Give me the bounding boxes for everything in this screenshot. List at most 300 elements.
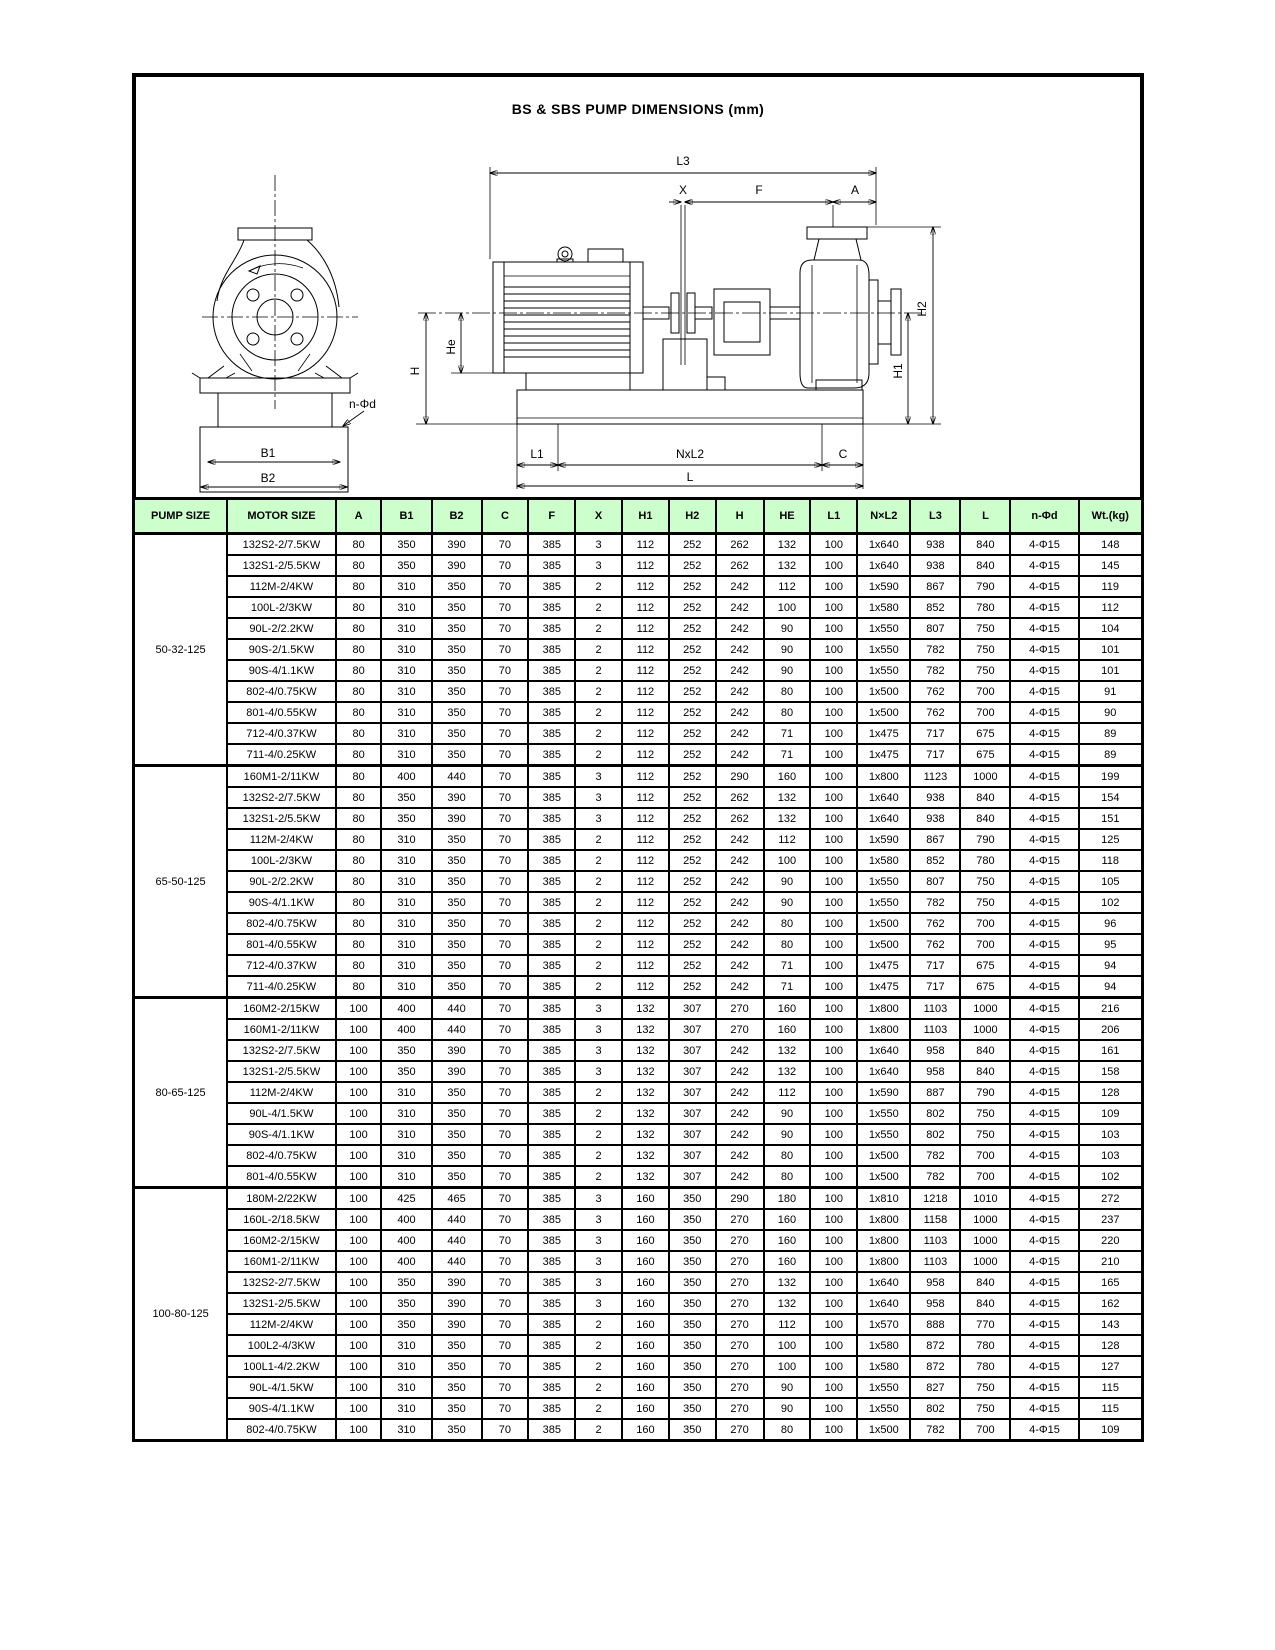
table-cell: 252 [669,744,716,766]
motor-foot [526,373,630,390]
column-header: L3 [910,499,960,534]
motor-size-cell: 160M1-2/11KW [227,1019,336,1040]
column-header: Wt.(kg) [1079,499,1143,534]
table-cell: 252 [669,871,716,892]
table-cell: 1x800 [857,1209,910,1230]
table-cell: 350 [669,1377,716,1398]
table-cell: 385 [528,1103,575,1124]
table-cell: 100 [336,1293,382,1314]
table-cell: 100 [336,998,382,1020]
column-header: L1 [810,499,857,534]
table-cell: 4-Φ15 [1010,787,1078,808]
table-cell: 100 [336,1188,382,1210]
table-cell: 780 [960,1335,1010,1356]
table-cell: 310 [381,1103,431,1124]
motor-size-cell: 712-4/0.37KW [227,955,336,976]
table-cell: 160 [764,1019,811,1040]
table-row [134,1314,1143,1335]
table-cell: 307 [669,1019,716,1040]
motor-size-cell: 112M-2/4KW [227,829,336,850]
table-cell: 3 [575,1040,622,1061]
table-row [134,744,1143,766]
table-cell: 350 [381,534,431,556]
table-row [134,1398,1143,1419]
table-cell: 385 [528,1419,575,1441]
table-row [134,766,1143,788]
table-cell: 100 [810,955,857,976]
table-cell: 100 [810,766,857,788]
table-cell: 385 [528,1188,575,1210]
table-cell: 100 [336,1251,382,1272]
table-cell: 100 [810,597,857,618]
table-cell: 90 [764,892,811,913]
motor-size-cell: 100L2-4/3KW [227,1335,336,1356]
table-cell: 310 [381,681,431,702]
table-cell: 1x640 [857,1040,910,1061]
motor-size-cell: 801-4/0.55KW [227,702,336,723]
table-cell: 1x590 [857,1082,910,1103]
table-cell: 242 [716,913,764,934]
table-cell: 242 [716,1166,764,1188]
table-cell: 4-Φ15 [1010,576,1078,597]
motor-size-cell: 112M-2/4KW [227,1082,336,1103]
table-cell: 162 [1079,1293,1143,1314]
table-cell: 385 [528,1124,575,1145]
table-cell: 310 [381,744,431,766]
table-cell: 867 [910,829,960,850]
table-cell: 100 [336,1166,382,1188]
table-cell: 675 [960,955,1010,976]
table-cell: 385 [528,955,575,976]
table-cell: 350 [432,1145,482,1166]
table-cell: 2 [575,660,622,681]
table-cell: 807 [910,618,960,639]
table-cell: 2 [575,1398,622,1419]
table-cell: 132 [622,1082,669,1103]
table-cell: 70 [482,681,529,702]
pump-size-cell: 65-50-125 [134,766,228,998]
table-cell: 717 [910,744,960,766]
motor-size-cell: 132S1-2/5.5KW [227,808,336,829]
table-cell: 80 [336,681,382,702]
table-cell: 103 [1079,1124,1143,1145]
motor-size-cell: 802-4/0.75KW [227,681,336,702]
table-cell: 103 [1079,1145,1143,1166]
table-cell: 270 [716,1019,764,1040]
table-cell: 262 [716,555,764,576]
table-row [134,618,1143,639]
table-cell: 270 [716,1209,764,1230]
table-cell: 160 [764,766,811,788]
table-cell: 4-Φ15 [1010,1124,1078,1145]
table-cell: 385 [528,850,575,871]
table-cell: 350 [669,1335,716,1356]
table-cell: 390 [432,787,482,808]
table-cell: 852 [910,597,960,618]
table-cell: 100 [810,1103,857,1124]
table-cell: 100 [810,1293,857,1314]
table-cell: 252 [669,660,716,681]
table-cell: 242 [716,1124,764,1145]
table-cell: 80 [336,766,382,788]
motor-size-cell: 100L-2/3KW [227,597,336,618]
table-cell: 350 [432,618,482,639]
table-cell: 350 [432,660,482,681]
table-cell: 112 [622,766,669,788]
table-cell: 4-Φ15 [1010,892,1078,913]
table-cell: 307 [669,1145,716,1166]
table-cell: 132 [764,808,811,829]
table-cell: 100 [810,702,857,723]
table-cell: 1x550 [857,871,910,892]
table-cell: 80 [336,892,382,913]
table-cell: 242 [716,597,764,618]
table-cell: 385 [528,660,575,681]
table-cell: 350 [669,1356,716,1377]
table-cell: 310 [381,1082,431,1103]
table-cell: 100 [810,723,857,744]
table-cell: 100 [810,1040,857,1061]
table-cell: 400 [381,1209,431,1230]
table-cell: 310 [381,829,431,850]
table-cell: 385 [528,808,575,829]
table-cell: 100 [810,744,857,766]
table-cell: 100 [764,1356,811,1377]
table-cell: 154 [1079,787,1143,808]
column-header: F [528,499,575,534]
table-cell: 89 [1079,723,1143,744]
dim-label-x: X [678,183,688,197]
table-cell: 440 [432,1209,482,1230]
table-cell: 242 [716,1061,764,1082]
table-cell: 4-Φ15 [1010,1398,1078,1419]
table-cell: 112 [622,829,669,850]
table-cell: 440 [432,1251,482,1272]
table-cell: 400 [381,1251,431,1272]
table-row [134,723,1143,744]
table-cell: 385 [528,1209,575,1230]
table-cell: 390 [432,1061,482,1082]
table-cell: 938 [910,555,960,576]
table-cell: 717 [910,976,960,998]
table-cell: 100 [336,1082,382,1103]
table-cell: 310 [381,1398,431,1419]
table-cell: 165 [1079,1272,1143,1293]
motor-size-cell: 801-4/0.55KW [227,1166,336,1188]
table-cell: 100 [336,1124,382,1145]
table-cell: 1x810 [857,1188,910,1210]
table-cell: 112 [622,723,669,744]
table-cell: 127 [1079,1356,1143,1377]
table-cell: 115 [1079,1377,1143,1398]
table-cell: 390 [432,555,482,576]
table-cell: 3 [575,534,622,556]
dim-label-h1: H1 [891,363,905,379]
table-cell: 350 [432,723,482,744]
table-cell: 1x550 [857,1103,910,1124]
page-title: BS & SBS PUMP DIMENSIONS (mm) [511,101,765,117]
motor-size-cell: 90S-4/1.1KW [227,1398,336,1419]
table-cell: 440 [432,1230,482,1251]
table-cell: 252 [669,723,716,744]
table-cell: 390 [432,1272,482,1293]
table-cell: 242 [716,723,764,744]
table-cell: 4-Φ15 [1010,1314,1078,1335]
pump-table-header-row [134,499,1143,534]
table-cell: 70 [482,660,529,681]
table-cell: 1103 [910,998,960,1020]
table-cell: 80 [336,618,382,639]
table-cell: 350 [432,1356,482,1377]
table-cell: 112 [622,597,669,618]
table-cell: 70 [482,1230,529,1251]
table-cell: 132 [622,1040,669,1061]
table-cell: 242 [716,1040,764,1061]
column-header: H1 [622,499,669,534]
table-cell: 385 [528,1019,575,1040]
table-cell: 270 [716,1293,764,1314]
table-cell: 390 [432,1040,482,1061]
table-cell: 802 [910,1103,960,1124]
motor-size-cell: 180M-2/22KW [227,1188,336,1210]
table-cell: 112 [622,534,669,556]
table-cell: 4-Φ15 [1010,1082,1078,1103]
table-cell: 100 [810,639,857,660]
table-cell: 112 [622,618,669,639]
table-cell: 242 [716,1103,764,1124]
column-header: HE [764,499,811,534]
table-cell: 160 [764,998,811,1020]
table-cell: 112 [764,829,811,850]
table-cell: 100 [810,534,857,556]
table-cell: 1x800 [857,1230,910,1251]
table-cell: 3 [575,1209,622,1230]
table-cell: 307 [669,1061,716,1082]
table-cell: 80 [764,913,811,934]
table-cell: 118 [1079,850,1143,871]
table-cell: 270 [716,1419,764,1441]
table-cell: 675 [960,976,1010,998]
table-cell: 780 [960,1356,1010,1377]
table-cell: 2 [575,744,622,766]
table-cell: 1x475 [857,976,910,998]
motor-size-cell: 112M-2/4KW [227,576,336,597]
motor-size-cell: 132S1-2/5.5KW [227,1293,336,1314]
table-cell: 440 [432,998,482,1020]
table-cell: 2 [575,1335,622,1356]
table-cell: 80 [764,681,811,702]
table-cell: 160 [622,1188,669,1210]
table-cell: 3 [575,1230,622,1251]
table-cell: 270 [716,1314,764,1335]
table-cell: 840 [960,1061,1010,1082]
table-cell: 782 [910,660,960,681]
table-cell: 1103 [910,1251,960,1272]
table-row [134,1272,1143,1293]
table-cell: 310 [381,618,431,639]
table-cell: 100 [810,976,857,998]
table-cell: 80 [336,534,382,556]
table-cell: 2 [575,639,622,660]
table-cell: 100 [810,660,857,681]
table-cell: 1x580 [857,1356,910,1377]
table-cell: 385 [528,1377,575,1398]
table-row [134,702,1143,723]
table-cell: 70 [482,1124,529,1145]
table-cell: 762 [910,934,960,955]
table-row [134,955,1143,976]
table-cell: 840 [960,534,1010,556]
table-cell: 350 [432,681,482,702]
motor-size-cell: 132S2-2/7.5KW [227,1040,336,1061]
table-cell: 102 [1079,1166,1143,1188]
table-cell: 100 [336,1377,382,1398]
table-cell: 350 [669,1188,716,1210]
table-cell: 790 [960,1082,1010,1103]
table-cell: 310 [381,576,431,597]
table-cell: 100 [810,1314,857,1335]
table-cell: 4-Φ15 [1010,913,1078,934]
table-cell: 1x800 [857,1019,910,1040]
table-cell: 2 [575,1124,622,1145]
table-cell: 100 [810,1209,857,1230]
table-cell: 70 [482,955,529,976]
table-cell: 385 [528,934,575,955]
table-cell: 4-Φ15 [1010,829,1078,850]
table-cell: 252 [669,808,716,829]
table-cell: 1x550 [857,892,910,913]
table-cell: 2 [575,976,622,998]
table-cell: 385 [528,702,575,723]
table-cell: 2 [575,913,622,934]
table-row [134,1251,1143,1272]
table-cell: 100 [810,1356,857,1377]
motor-size-cell: 160M2-2/15KW [227,1230,336,1251]
column-header: L [960,499,1010,534]
table-cell: 100 [336,1230,382,1251]
table-cell: 70 [482,1356,529,1377]
table-cell: 2 [575,850,622,871]
table-row [134,1166,1143,1188]
table-cell: 91 [1079,681,1143,702]
table-cell: 94 [1079,955,1143,976]
table-cell: 310 [381,1356,431,1377]
table-cell: 70 [482,829,529,850]
table-cell: 90 [764,1103,811,1124]
table-cell: 887 [910,1082,960,1103]
table-cell: 4-Φ15 [1010,1061,1078,1082]
column-header: H2 [669,499,716,534]
table-cell: 700 [960,702,1010,723]
column-header: MOTOR SIZE [227,499,336,534]
column-header: N×L2 [857,499,910,534]
table-cell: 770 [960,1314,1010,1335]
table-cell: 112 [622,639,669,660]
table-cell: 4-Φ15 [1010,1356,1078,1377]
table-cell: 132 [622,1145,669,1166]
table-cell: 1000 [960,998,1010,1020]
table-cell: 70 [482,766,529,788]
table-cell: 272 [1079,1188,1143,1210]
pump-size-cell: 100-80-125 [134,1188,228,1441]
table-cell: 350 [432,850,482,871]
table-cell: 132 [622,1061,669,1082]
table-cell: 385 [528,1293,575,1314]
table-cell: 70 [482,723,529,744]
column-header: C [482,499,529,534]
table-cell: 385 [528,976,575,998]
table-cell: 2 [575,871,622,892]
table-cell: 4-Φ15 [1010,1251,1078,1272]
column-header: PUMP SIZE [134,499,228,534]
table-cell: 310 [381,702,431,723]
table-cell: 1x590 [857,576,910,597]
table-cell: 310 [381,1335,431,1356]
table-cell: 112 [622,744,669,766]
table-cell: 3 [575,1019,622,1040]
table-cell: 1x580 [857,850,910,871]
table-cell: 780 [960,597,1010,618]
table-cell: 350 [432,597,482,618]
table-cell: 385 [528,1061,575,1082]
table-cell: 2 [575,955,622,976]
table-row [134,1019,1143,1040]
table-cell: 782 [910,1419,960,1441]
table-row [134,597,1143,618]
table-cell: 100 [810,913,857,934]
table-cell: 96 [1079,913,1143,934]
table-cell: 1158 [910,1209,960,1230]
table-cell: 80 [336,660,382,681]
table-cell: 89 [1079,744,1143,766]
table-cell: 100 [810,681,857,702]
table-row [134,913,1143,934]
table-cell: 100 [336,1061,382,1082]
table-cell: 1x580 [857,597,910,618]
table-cell: 4-Φ15 [1010,1040,1078,1061]
table-cell: 3 [575,1188,622,1210]
table-cell: 119 [1079,576,1143,597]
table-cell: 385 [528,1335,575,1356]
table-cell: 872 [910,1335,960,1356]
table-cell: 385 [528,744,575,766]
table-cell: 132 [622,1019,669,1040]
table-cell: 1x640 [857,787,910,808]
table-cell: 115 [1079,1398,1143,1419]
dim-label-he: He [444,339,458,355]
table-cell: 132 [764,1061,811,1082]
table-cell: 101 [1079,660,1143,681]
table-cell: 220 [1079,1230,1143,1251]
table-cell: 112 [622,934,669,955]
dim-label-f: F [755,183,763,197]
table-cell: 2 [575,1082,622,1103]
table-cell: 385 [528,1166,575,1188]
table-row [134,1230,1143,1251]
table-cell: 80 [336,913,382,934]
table-cell: 350 [432,976,482,998]
table-cell: 4-Φ15 [1010,955,1078,976]
table-cell: 80 [764,1145,811,1166]
table-cell: 1x550 [857,1398,910,1419]
table-cell: 160 [764,1230,811,1251]
table-cell: 867 [910,576,960,597]
baseplate [517,390,863,424]
dim-label-b1: B1 [260,446,276,460]
table-cell: 872 [910,1356,960,1377]
dim-label-h2: H2 [915,301,929,317]
table-cell: 385 [528,1145,575,1166]
